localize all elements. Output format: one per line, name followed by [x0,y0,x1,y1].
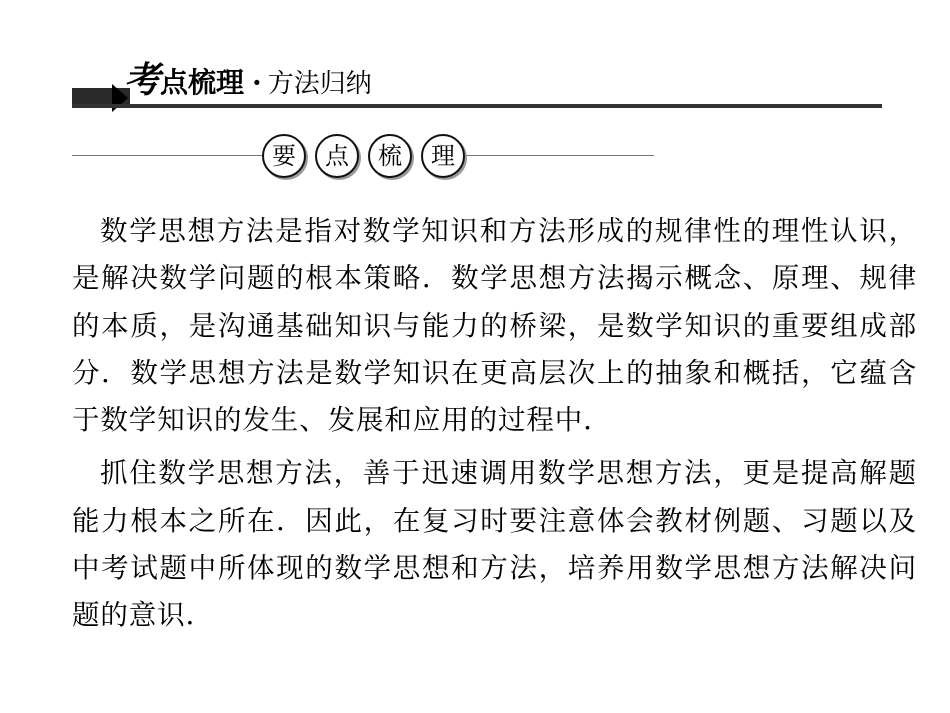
section-heading [262,134,465,178]
paragraph: 抓住数学思想方法，善于迅速调用数学思想方法，更是提高解题能力根本之所在．因此，在复习时要注意体会教材例题、习题以及中考试题中所体现的数学思想和方法，培养用数学思想方法解决问题的意识． [72,457,917,632]
paragraph: 数学思想方法是指对数学知识和方法形成的规律性的理性认识，是解决数学问题的根本策略．数学思想方法揭示概念、原理、规律的本质，是沟通基础知识与能力的桥梁，是数学知识的重要组成部分．数学思想方法是数学知识在更高层次上的抽象和概括，它蕴含于数学知识的发生、发展和应用的过程中． [72,215,917,437]
header-title-rest: 点梳理 [160,66,245,99]
section-char-circle: 要 [262,134,306,178]
header-title-big-char: 考 [124,59,161,101]
header-underline [72,104,882,108]
header-title [124,60,372,104]
section-char-circle: 点 [315,134,359,178]
section-char-circle: 理 [421,134,465,178]
body-text [72,208,917,640]
section-divider-left [72,155,264,156]
header-subtitle: 方法归纳 [267,69,372,99]
header-separator: · [252,66,262,99]
section-char-circle: 梳 [368,134,412,178]
section-divider-right [464,155,654,156]
